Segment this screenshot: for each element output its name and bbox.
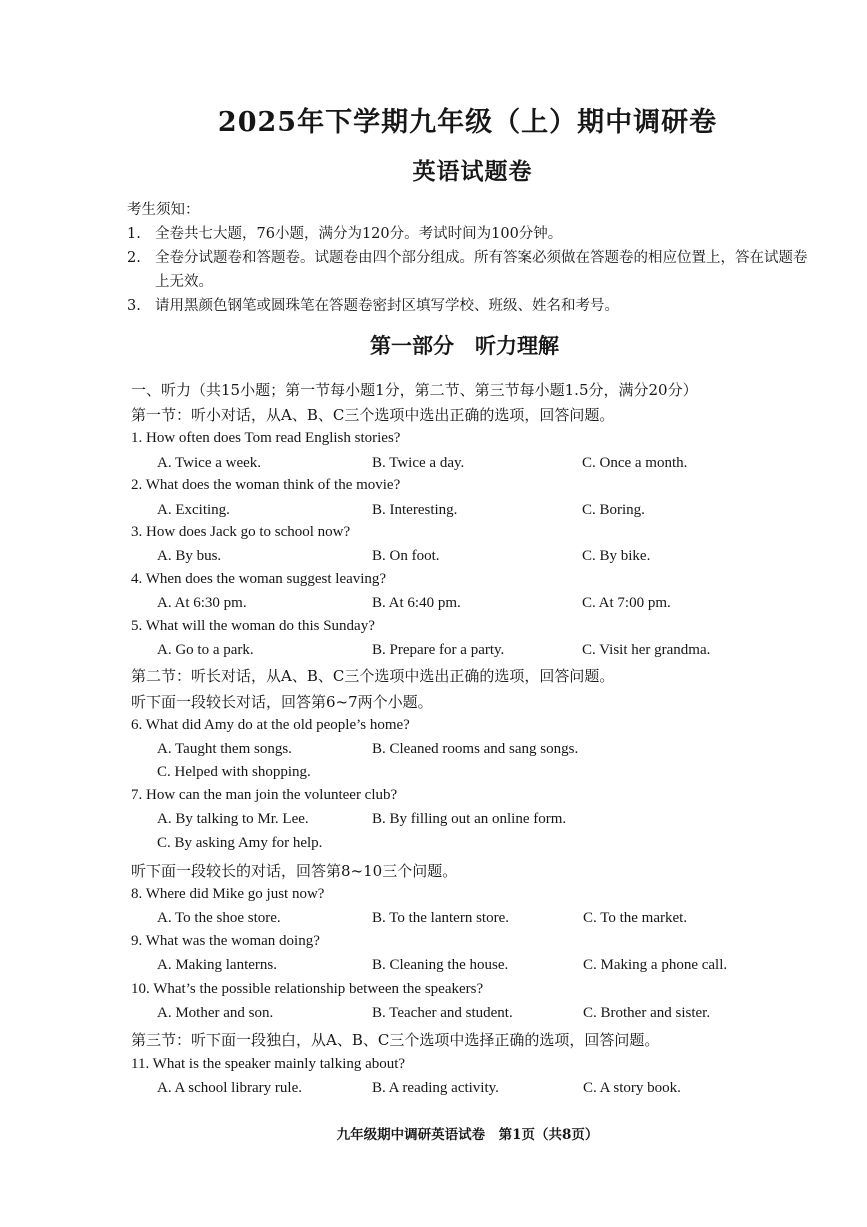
- exam-subtitle: 英语试题卷: [412, 158, 533, 185]
- option-b: B. Interesting.: [372, 502, 458, 518]
- subsection-intro: 第三节：听下面一段独白，从A、B、C三个选项中选择正确的选项，回答问题。: [131, 1031, 660, 1049]
- option-b: B. A reading activity.: [372, 1080, 499, 1096]
- option-c: C. At 7:00 pm.: [582, 595, 671, 611]
- question-stem: 8. Where did Mike go just now?: [131, 886, 325, 902]
- question-stem: 4. When does the woman suggest leaving?: [131, 571, 387, 587]
- option-b: B. Cleaning the house.: [372, 957, 509, 973]
- option-a: A. Making lanterns.: [157, 957, 277, 973]
- option-a: A. Twice a week.: [157, 455, 262, 471]
- option-c: C. Boring.: [582, 502, 645, 518]
- option-c: C. Making a phone call.: [583, 957, 728, 973]
- part-title: 第一部分 听力理解: [370, 333, 559, 358]
- notice-item: [127, 294, 817, 318]
- question-stem: 1. How often does Tom read English stories?: [131, 430, 401, 446]
- option-a: A. Taught them songs.: [157, 741, 292, 757]
- dialog-intro: 听下面一段较长的对话，回答第8~10三个问题。: [131, 862, 458, 880]
- option-b: B. Prepare for a party.: [372, 642, 505, 658]
- option-a: A. Mother and son.: [157, 1005, 274, 1021]
- question-stem: 10. What’s the possible relationship between the speakers?: [131, 981, 484, 997]
- notice-number: 2.: [127, 250, 141, 266]
- notice-text: 全卷分试题卷和答题卷。试题卷由四个部分组成。所有答案必须做在答题卷的相应位置上，答在试题卷上无效。: [155, 250, 808, 290]
- notice-number: 1.: [127, 226, 141, 242]
- option-b: B. Cleaned rooms and sang songs.: [372, 741, 579, 757]
- dialog-intro: 听下面一段较长对话，回答第6~7两个小题。: [131, 693, 433, 711]
- option-c: C. To the market.: [583, 910, 688, 926]
- question-stem: 3. How does Jack go to school now?: [131, 524, 351, 540]
- option-c: C. Helped with shopping.: [157, 764, 311, 780]
- option-a: A. Go to a park.: [157, 642, 254, 658]
- notice-item: [127, 246, 817, 294]
- option-b: B. Twice a day.: [372, 455, 465, 471]
- option-b: B. On foot.: [372, 548, 440, 564]
- option-a: A. By talking to Mr. Lee.: [157, 811, 309, 827]
- exam-title: 2025年下学期九年级（上）期中调研卷: [217, 107, 718, 138]
- notice-number: 3.: [127, 298, 141, 314]
- notice-text: 全卷共七大题，76小题，满分为120分。考试时间为100分钟。: [155, 226, 563, 242]
- page-footer: 九年级期中调研英语试卷 第1页（共8页）: [336, 1127, 599, 1143]
- notice-text: 请用黑颜色钢笔或圆珠笔在答题卷密封区填写学校、班级、姓名和考号。: [155, 298, 619, 314]
- option-a: A. Exciting.: [157, 502, 230, 518]
- option-c: C. Visit her grandma.: [582, 642, 711, 658]
- subsection-intro: 第一节：听小对话，从A、B、C三个选项中选出正确的选项，回答问题。: [131, 406, 615, 424]
- option-c: C. Brother and sister.: [583, 1005, 711, 1021]
- option-c: C. A story book.: [583, 1080, 681, 1096]
- question-stem: 6. What did Amy do at the old people’s home?: [131, 717, 410, 733]
- option-c: C. By asking Amy for help.: [157, 835, 323, 851]
- option-c: C. By bike.: [582, 548, 651, 564]
- question-stem: 7. How can the man join the volunteer club?: [131, 787, 398, 803]
- option-a: A. By bus.: [157, 548, 222, 564]
- option-b: B. To the lantern store.: [372, 910, 509, 926]
- notice-item: [127, 222, 817, 246]
- question-stem: 2. What does the woman think of the movie?: [131, 477, 401, 493]
- subsection-intro: 第二节：听长对话，从A、B、C三个选项中选出正确的选项，回答问题。: [131, 667, 615, 685]
- option-a: A. A school library rule.: [157, 1080, 302, 1096]
- notice-heading: 考生须知：: [127, 202, 200, 218]
- question-stem: 11. What is the speaker mainly talking about?: [131, 1056, 406, 1072]
- option-a: A. To the shoe store.: [157, 910, 281, 926]
- option-b: B. Teacher and student.: [372, 1005, 513, 1021]
- question-stem: 5. What will the woman do this Sunday?: [131, 618, 375, 634]
- question-stem: 9. What was the woman doing?: [131, 933, 320, 949]
- section-intro: 一、听力（共15小题；第一节每小题1分，第二节、第三节每小题1.5分，满分20分）: [131, 381, 698, 399]
- option-b: B. By filling out an online form.: [372, 811, 567, 827]
- option-b: B. At 6:40 pm.: [372, 595, 461, 611]
- option-a: A. At 6:30 pm.: [157, 595, 247, 611]
- option-c: C. Once a month.: [582, 455, 688, 471]
